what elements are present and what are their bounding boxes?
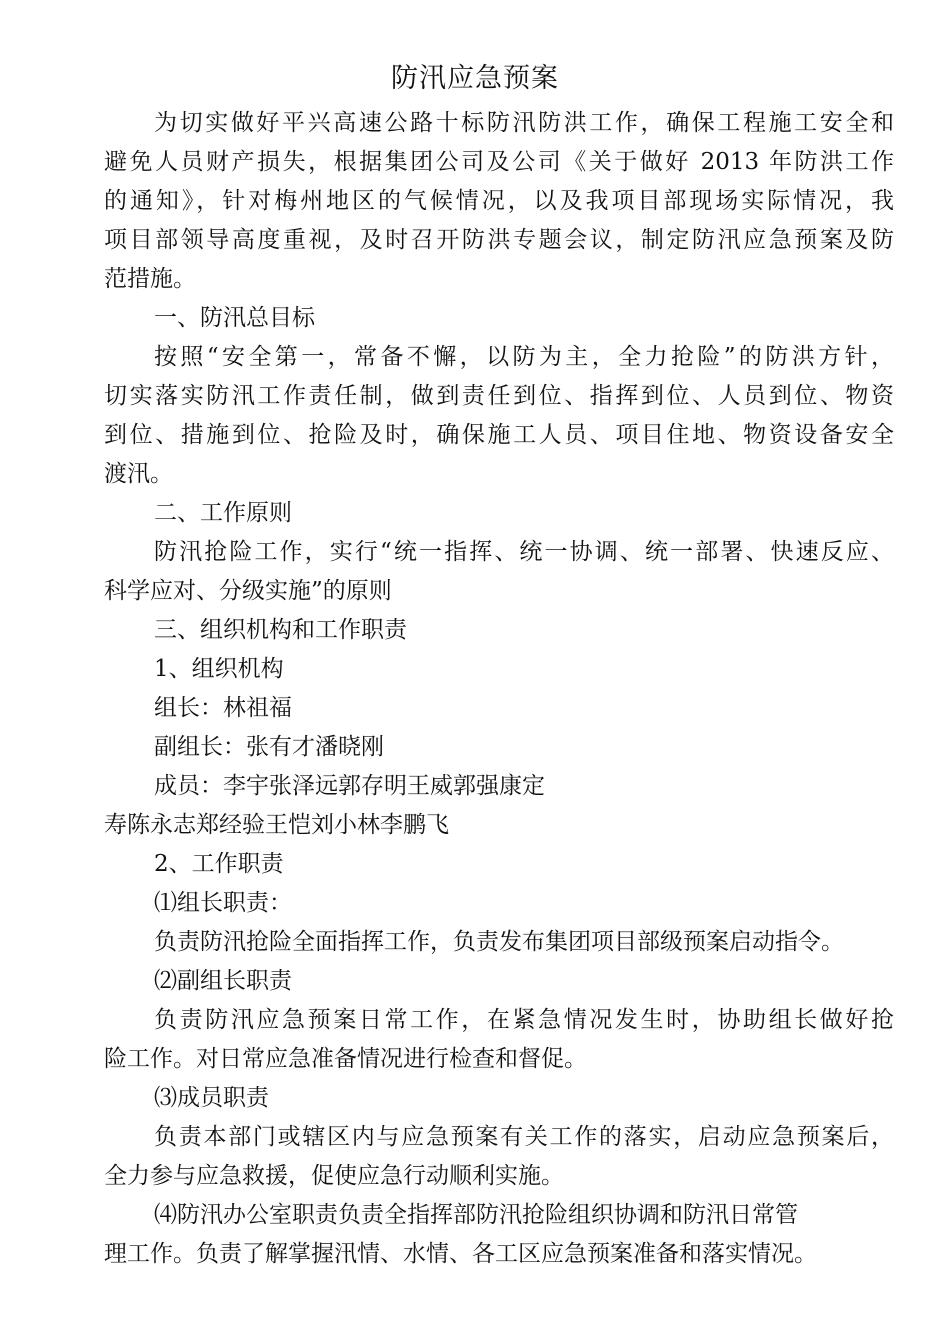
paragraph-line: 范措施。 xyxy=(104,266,196,292)
paragraph-line: 的通知》，针对梅州地区的气候情况，以及我项目部现场实际情况，我 xyxy=(104,188,894,214)
paragraph-line: 理工作。负责了解掌握汛情、水情、各工区应急预案准备和落实情况。 xyxy=(104,1241,817,1267)
item-heading: ⑶成员职责 xyxy=(154,1085,269,1111)
paragraph-line: 科学应对、分级实施”的原则 xyxy=(104,578,392,604)
subsection-heading: 2、工作职责 xyxy=(154,851,284,877)
paragraph-line: 负责防汛应急预案日常工作，在紧急情况发生时，协助组长做好抢 xyxy=(154,1007,894,1033)
paragraph-line: 渡汛。 xyxy=(104,461,173,487)
item-heading: ⑵副组长职责 xyxy=(154,968,292,994)
paragraph-line: 副组长：张有才潘晓刚 xyxy=(154,734,384,760)
section-heading: 二、工作原则 xyxy=(154,500,292,526)
paragraph-line: 寿陈永志郑经验王恺刘小林李鹏飞 xyxy=(104,812,449,838)
paragraph-line: 为切实做好平兴高速公路十标防汛防洪工作，确保工程施工安全和 xyxy=(154,110,894,136)
paragraph-line: 按照“安全第一，常备不懈，以防为主，全力抢险”的防洪方针， xyxy=(154,344,894,370)
section-heading: 一、防汛总目标 xyxy=(154,305,315,331)
section-heading: 三、组织机构和工作职责 xyxy=(154,617,407,643)
paragraph-line: 负责防汛抢险全面指挥工作，负责发布集团项目部级预案启动指令。 xyxy=(154,929,844,955)
paragraph-line: 全力参与应急救援，促使应急行动顺利实施。 xyxy=(104,1163,564,1189)
paragraph-line: 防汛抢险工作，实行“统一指挥、统一协调、统一部署、快速反应、 xyxy=(154,539,894,565)
paragraph-line: ⑷防汛办公室职责负责全指挥部防汛抢险组织协调和防汛日常管 xyxy=(154,1202,798,1228)
paragraph-line: 避免人员财产损失，根据集团公司及公司《关于做好 2013 年防洪工作 xyxy=(104,149,894,175)
paragraph-line: 成员：李宇张泽远郭存明王威郭强康定 xyxy=(154,773,545,799)
subsection-heading: 1、组织机构 xyxy=(154,656,284,682)
paragraph-line: 负责本部门或辖区内与应急预案有关工作的落实，启动应急预案后， xyxy=(154,1124,894,1150)
item-heading: ⑴组长职责： xyxy=(154,890,292,916)
paragraph-line: 切实落实防汛工作责任制，做到责任到位、指挥到位、人员到位、物资 xyxy=(104,383,894,409)
document-title: 防汛应急预案 xyxy=(391,63,559,94)
paragraph-line: 项目部领导高度重视，及时召开防洪专题会议，制定防汛应急预案及防 xyxy=(104,227,894,253)
paragraph-line: 险工作。对日常应急准备情况进行检查和督促。 xyxy=(104,1046,587,1072)
paragraph-line: 组长：林祖福 xyxy=(154,695,292,721)
paragraph-line: 到位、措施到位、抢险及时，确保施工人员、项目住地、物资设备安全 xyxy=(104,422,894,448)
